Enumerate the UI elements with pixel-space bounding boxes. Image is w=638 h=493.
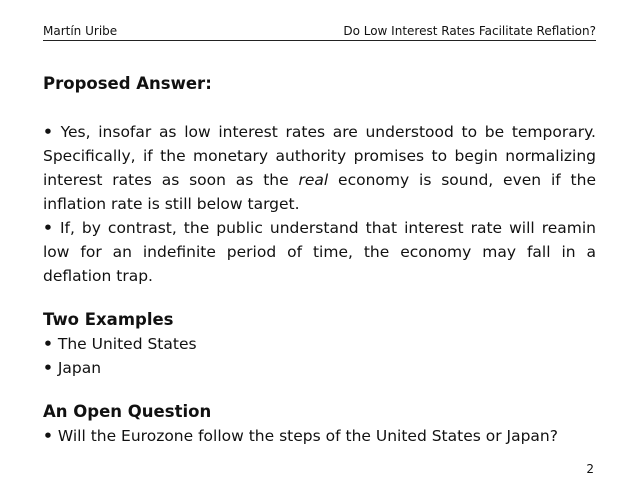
answer-text-1a: Yes, insofar as low interest rates are understood to be temporary. Specifically, if the monetary authority promises to begin normalizing interest rates as soon as the — [43, 123, 596, 189]
bullet-icon: • — [43, 123, 53, 141]
answer-text-1b: economy is sound, even if the inflation rate is still below target. — [43, 171, 596, 213]
page-number: 2 — [586, 462, 594, 476]
example-item — [43, 332, 596, 356]
slide-header — [43, 24, 596, 41]
example-item-label: The United States — [57, 335, 197, 353]
bullet-icon: • — [43, 335, 53, 353]
two-examples-heading: Two Examples — [43, 310, 174, 329]
open-question-item — [43, 424, 596, 448]
bullet-icon: • — [43, 427, 53, 445]
answer-text-2: If, by contrast, the public understand that interest rate will reamin low for an indefinite period of time, the economy may fall in a deflation trap. — [43, 219, 596, 285]
slide-title: Do Low Interest Rates Facilitate Reflation? — [343, 24, 596, 38]
slide-body — [43, 72, 596, 448]
answer-emphasis: real — [298, 171, 329, 189]
author-name: Martín Uribe — [43, 24, 118, 38]
bullet-icon: • — [43, 359, 53, 377]
example-item — [43, 356, 596, 380]
answer-paragraph-2 — [43, 216, 596, 288]
open-question-text: Will the Eurozone follow the steps of the United States or Japan? — [57, 427, 558, 445]
bullet-icon: • — [43, 219, 53, 237]
example-item-label: Japan — [57, 359, 102, 377]
proposed-answer-heading: Proposed Answer: — [43, 74, 212, 93]
answer-paragraph-1 — [43, 120, 596, 216]
open-question-heading: An Open Question — [43, 402, 212, 421]
